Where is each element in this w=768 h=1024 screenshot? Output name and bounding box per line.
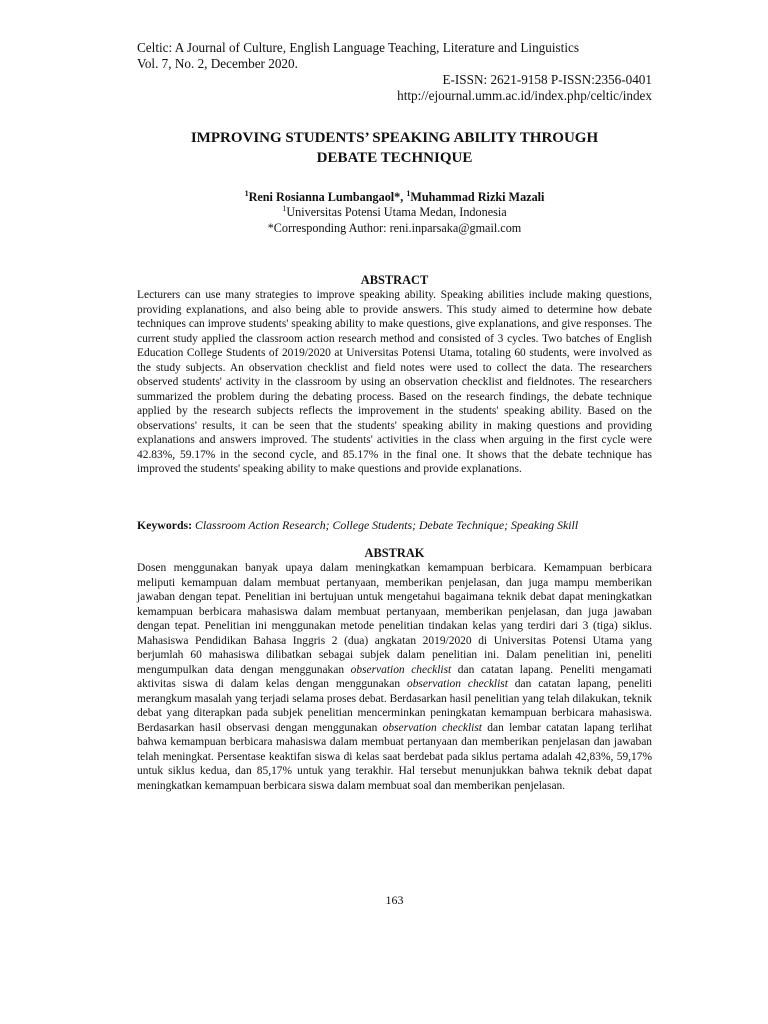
journal-url[interactable]: http://ejournal.umm.ac.id/index.php/celtic/index xyxy=(397,88,652,103)
author-names xyxy=(137,190,652,205)
abstrak-italic-term-3: observation checklist xyxy=(382,721,482,734)
journal-issn: E-ISSN: 2621-9158 P-ISSN:2356-0401 xyxy=(442,72,652,87)
abstrak-text-part-2: dan catatan lapang. Peneliti mengamati aktivitas siswa di dalam kelas dengan menggunakan xyxy=(137,663,653,690)
corresponding-author: *Corresponding Author: reni.inparsaka@gmail.com xyxy=(267,220,522,235)
author-1: Reni Rosianna Lumbangaol*, xyxy=(248,190,407,204)
abstrak-text-part-1: Dosen menggunakan banyak upaya dalam meningkatkan kemampuan berbicara. Kemampuan berbicara meliputi kemampuan dalam membuat pertanyaan, memberikan penjelasan, dan juga mampu memberikan jawaban dengan tepat. Penelitian ini bertujuan untuk mengetahui bagaimana teknik debat dapat meningkatkan kemampuan berbicara mahasiswa dalam membuat pertanyaan, memberikan penjelasan, dan juga jawaban dengan tepat. Penelitian ini menggunakan metode penelitian tindakan kelas yang terdiri dari 3 (tiga) siklus. Mahasiswa Pendidikan Bahasa Inggris 2 (dua) angkatan 2019/2020 di Universitas Potensi Utama yang berjumlah 60 mahasiswa dilibatkan sebagai subjek dalam penelitian ini. Dalam penelitian ini, peneliti mengumpulkan data dengan menggunakan xyxy=(137,562,652,676)
paper-title xyxy=(137,128,652,168)
page-number: 163 xyxy=(385,893,404,907)
abstrak-heading: ABSTRAK xyxy=(364,546,425,560)
abstrak-italic-term-1: observation checklist xyxy=(350,663,452,676)
author-1-affiliation-mark: 1 xyxy=(244,188,249,198)
abstract-text: Lecturers can use many strategies to improve speaking ability. Speaking abilities include making questions, providing explanations, and also being able to provide answers. This study aimed to determine how debate techniques can improve students' speaking ability to make questions, give explanations, and give responses. The current study applied the classroom action research method and consisted of 3 cycles. Two batches of English Education College Students of 2019/2020 at Universitas Potensi Utama, totaling 60 students, were involved as the study subjects. An observation checklist and field notes were used to collect the data. The researchers observed students' activity in the classroom by using an observation checklist and fieldnotes. The researchers summarized the problem during the debating process. Based on the research findings, the debate technique applied by the research subjects reflects the improvement in the students' speaking ability. Based on the observations' results, it can be seen that the students' speaking ability in making questions and providing explanations and answers improved. The students' activities in the class when arguing in the first cycle were 42.83%, 59.17% in the second cycle, and 85.17% in the final one. It shows that the debate technique has improved the students' speaking ability to make questions and provide explanations. xyxy=(137,289,652,475)
author-2-affiliation-mark: 1 xyxy=(406,188,411,198)
abstrak-text xyxy=(137,561,652,793)
abstrak-text-part-4: dan lembar catatan lapang terlihat bahwa kemampuan berbicara mahasiswa dalam membuat pertanyaan dan memberikan penjelasan dan jawaban telah meningkat. Persentase keaktifan siswa di kelas saat berdebat pada siklus pertama adalah 42,83%, 59,17% untuk siklus kedua, dan 85,17% untuk yang terakhir. Hal tersebut menunjukkan bahwa teknik debat dapat meningkatkan kemampuan berbicara siswa dalam membuat soal dan memberikan penjelasan. xyxy=(137,721,653,792)
author-2: Muhammad Rizki Mazali xyxy=(410,190,545,204)
journal-identifiers xyxy=(300,72,652,104)
abstrak-italic-term-2: observation checklist xyxy=(406,678,508,690)
paper-title-line-2: DEBATE TECHNIQUE xyxy=(316,150,473,166)
abstract-heading: ABSTRACT xyxy=(360,273,429,287)
journal-volume: Vol. 7, No. 2, December 2020. xyxy=(137,56,298,71)
author-block xyxy=(137,190,652,236)
paper-title-line-1: IMPROVING STUDENTS’ SPEAKING ABILITY THROUGH xyxy=(190,130,599,146)
journal-header xyxy=(137,40,657,72)
affiliation-text: Universitas Potensi Utama Medan, Indonesia xyxy=(286,205,507,220)
abstrak-text-part-3: dan catatan lapang, peneliti merangkum masalah yang terjadi selama proses debat. Berdasarkan hasil penelitian yang telah dilakukan, teknik debat yang diterapkan pada subjek penelitian mencerminkan peningkatan kemampuan berbicara mahasiswa. Berdasarkan hasil observasi dengan menggunakan xyxy=(137,678,653,734)
journal-name: Celtic: A Journal of Culture, English Language Teaching, Literature and Linguistics xyxy=(137,40,579,55)
affiliation-mark: 1 xyxy=(282,204,287,214)
keywords xyxy=(137,518,652,532)
keywords-list: Classroom Action Research; College Students; Debate Technique; Speaking Skill xyxy=(195,518,579,532)
affiliation xyxy=(137,205,652,220)
keywords-label: Keywords: xyxy=(137,518,193,532)
